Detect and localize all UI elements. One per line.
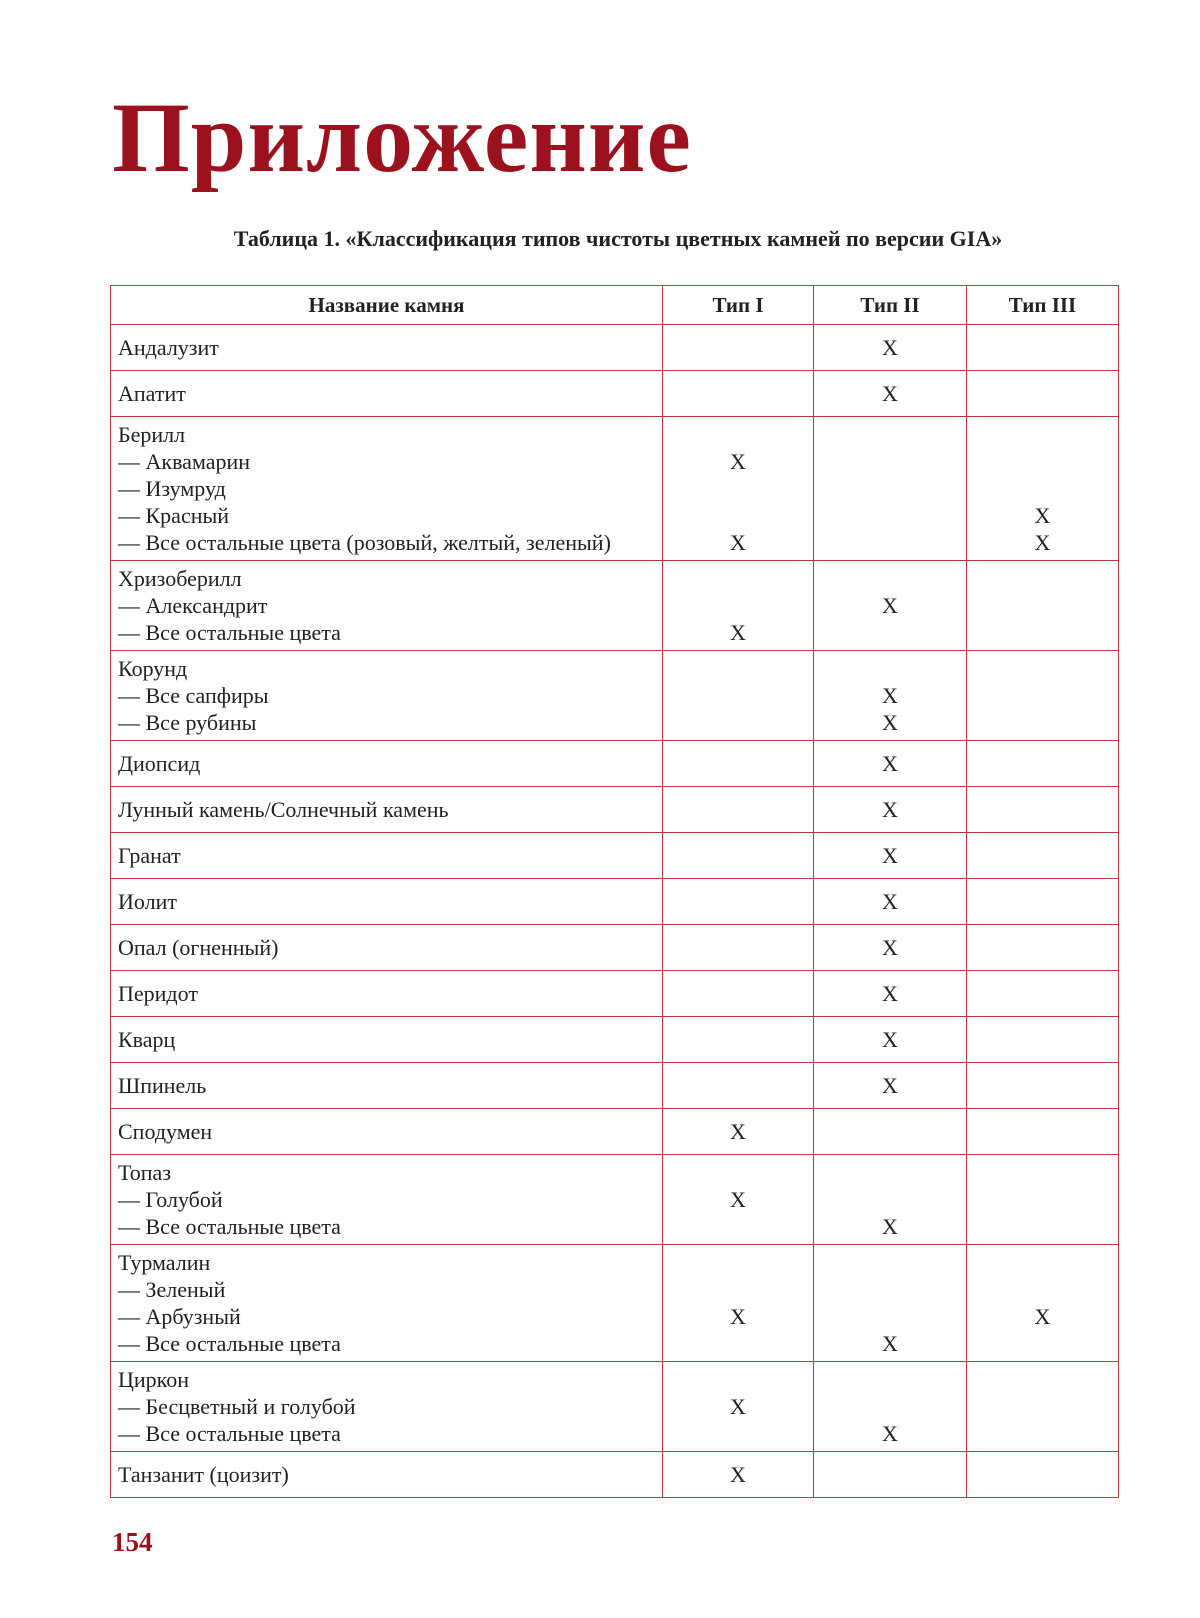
stone-name-line: Андалузит [118, 335, 219, 360]
clarity-mark: X [882, 889, 898, 914]
clarity-mark [974, 1186, 1111, 1213]
stone-name-cell [111, 1017, 663, 1063]
type-3-cell [967, 371, 1119, 417]
type-1-cell [663, 879, 814, 925]
stone-name-cell [111, 1245, 663, 1362]
stone-name-cell [111, 1063, 663, 1109]
clarity-mark [974, 682, 1111, 709]
clarity-mark [821, 502, 959, 529]
clarity-mark [974, 842, 1111, 869]
header-stone-name: Название камня [111, 286, 663, 325]
stone-name-line: — Красный [118, 503, 230, 528]
stone-name-line: — Все рубины [118, 710, 257, 735]
table-row [111, 417, 1119, 561]
clarity-mark: X [882, 935, 898, 960]
header-type-1: Тип I [663, 286, 814, 325]
clarity-mark: X [882, 683, 898, 708]
clarity-mark [974, 1461, 1111, 1488]
clarity-mark: X [882, 1027, 898, 1052]
clarity-mark [670, 934, 806, 961]
clarity-mark [670, 709, 806, 736]
table-row [111, 787, 1119, 833]
stone-name-line: Шпинель [118, 1073, 207, 1098]
table-row [111, 1109, 1119, 1155]
clarity-mark [974, 334, 1111, 361]
type-1-cell [663, 1452, 814, 1498]
clarity-mark [821, 421, 959, 448]
table-row [111, 1017, 1119, 1063]
stone-name-line: Берилл [118, 422, 186, 447]
stone-name-cell [111, 561, 663, 651]
stone-name-line: — Зеленый [118, 1277, 226, 1302]
stone-name-line: — Все сапфиры [118, 683, 269, 708]
type-1-cell [663, 1245, 814, 1362]
clarity-mark [821, 448, 959, 475]
stone-name-line: — Все остальные цвета [118, 1214, 341, 1239]
table-header-row [111, 286, 1119, 325]
type-3-cell [967, 561, 1119, 651]
clarity-types-table [110, 285, 1119, 1498]
clarity-mark: X [882, 751, 898, 776]
clarity-mark [974, 1159, 1111, 1186]
type-1-cell [663, 1017, 814, 1063]
stone-name-line: — Все остальные цвета [118, 1421, 341, 1446]
type-3-cell [967, 1362, 1119, 1452]
type-1-cell [663, 417, 814, 561]
type-2-cell [814, 1452, 967, 1498]
clarity-mark [670, 1026, 806, 1053]
clarity-mark [821, 529, 959, 556]
clarity-mark: X [882, 335, 898, 360]
clarity-mark: X [730, 1394, 746, 1419]
clarity-mark: X [730, 1462, 746, 1487]
clarity-mark [821, 1186, 959, 1213]
clarity-mark [821, 1276, 959, 1303]
clarity-mark [670, 1366, 806, 1393]
clarity-mark [974, 475, 1111, 502]
clarity-mark: X [882, 797, 898, 822]
type-2-cell [814, 371, 967, 417]
stone-name-cell [111, 971, 663, 1017]
clarity-mark: X [882, 1331, 898, 1356]
type-2-cell [814, 787, 967, 833]
clarity-mark: X [882, 981, 898, 1006]
stone-name-line: Гранат [118, 843, 181, 868]
clarity-mark: X [730, 449, 746, 474]
type-1-cell [663, 1362, 814, 1452]
clarity-mark [821, 1249, 959, 1276]
clarity-mark [670, 1159, 806, 1186]
clarity-mark [974, 709, 1111, 736]
clarity-mark: X [882, 1421, 898, 1446]
stone-name-line: Опал (огненный) [118, 935, 279, 960]
clarity-mark: X [730, 530, 746, 555]
type-3-cell [967, 1063, 1119, 1109]
clarity-mark: X [882, 710, 898, 735]
clarity-mark [974, 1026, 1111, 1053]
table-row [111, 1063, 1119, 1109]
clarity-mark: X [882, 1214, 898, 1239]
stone-name-line: Хризоберилл [118, 566, 242, 591]
stone-name-line: Кварц [118, 1027, 176, 1052]
stone-name-cell [111, 1452, 663, 1498]
type-1-cell [663, 741, 814, 787]
clarity-mark [670, 592, 806, 619]
clarity-mark [974, 448, 1111, 475]
table-row [111, 325, 1119, 371]
clarity-mark: X [1034, 530, 1051, 555]
stone-name-line: Диопсид [118, 751, 201, 776]
type-2-cell [814, 1245, 967, 1362]
stone-name-line: — Изумруд [118, 476, 226, 501]
clarity-mark [670, 1276, 806, 1303]
table-row [111, 371, 1119, 417]
type-2-cell [814, 925, 967, 971]
type-2-cell [814, 1155, 967, 1245]
clarity-mark [670, 750, 806, 777]
stone-name-cell [111, 925, 663, 971]
stone-name-line: — Арбузный [118, 1304, 241, 1329]
clarity-mark: X [730, 1304, 746, 1329]
clarity-mark [670, 888, 806, 915]
type-2-cell [814, 651, 967, 741]
type-2-cell [814, 1063, 967, 1109]
stone-name-line: Иолит [118, 889, 177, 914]
clarity-mark [821, 1303, 959, 1330]
stone-name-cell [111, 833, 663, 879]
type-1-cell [663, 833, 814, 879]
type-1-cell [663, 925, 814, 971]
stone-name-line: — Бесцветный и голубой [118, 1394, 356, 1419]
clarity-mark: X [730, 620, 746, 645]
type-2-cell [814, 833, 967, 879]
page-number: 154 [112, 1527, 153, 1557]
stone-name-cell [111, 417, 663, 561]
stone-name-line: — Все остальные цвета [118, 620, 341, 645]
clarity-mark [821, 1118, 959, 1145]
clarity-mark [974, 380, 1111, 407]
clarity-mark [974, 421, 1111, 448]
type-2-cell [814, 561, 967, 651]
clarity-mark [974, 888, 1111, 915]
type-3-cell [967, 651, 1119, 741]
type-3-cell [967, 787, 1119, 833]
type-3-cell [967, 925, 1119, 971]
stone-name-line: Сподумен [118, 1119, 213, 1144]
clarity-mark [821, 1461, 959, 1488]
type-2-cell [814, 741, 967, 787]
stone-name-line: — Голубой [118, 1187, 223, 1212]
stone-name-cell [111, 651, 663, 741]
clarity-mark [821, 1159, 959, 1186]
clarity-mark [670, 1330, 806, 1357]
clarity-mark [821, 475, 959, 502]
stone-name-cell [111, 1155, 663, 1245]
table-row [111, 561, 1119, 651]
stone-name-line: — Все остальные цвета [118, 1331, 341, 1356]
type-3-cell [967, 1245, 1119, 1362]
clarity-mark: X [1034, 1304, 1051, 1329]
stone-name-line: — Все остальные цвета (розовый, желтый, зеленый) [118, 530, 611, 555]
type-3-cell [967, 971, 1119, 1017]
type-3-cell [967, 879, 1119, 925]
clarity-mark [670, 655, 806, 682]
clarity-mark: X [882, 1073, 898, 1098]
stone-name-cell [111, 741, 663, 787]
clarity-mark [974, 1276, 1111, 1303]
stone-name-line: — Александрит [118, 593, 268, 618]
table-row [111, 1245, 1119, 1362]
stone-name-cell [111, 879, 663, 925]
clarity-mark: X [882, 843, 898, 868]
table-caption: Таблица 1. «Классификация типов чистоты цветных камней по версии GIA» [233, 226, 1003, 251]
type-1-cell [663, 651, 814, 741]
type-3-cell [967, 1017, 1119, 1063]
stone-name-cell [111, 325, 663, 371]
type-2-cell [814, 879, 967, 925]
stone-name-line: Циркон [118, 1367, 190, 1392]
clarity-mark [670, 421, 806, 448]
clarity-mark [974, 1118, 1111, 1145]
type-3-cell [967, 833, 1119, 879]
type-1-cell [663, 561, 814, 651]
clarity-mark [974, 592, 1111, 619]
type-2-cell [814, 971, 967, 1017]
type-1-cell [663, 1063, 814, 1109]
clarity-mark [974, 1330, 1111, 1357]
clarity-mark [974, 655, 1111, 682]
clarity-mark [974, 1213, 1111, 1240]
clarity-mark [670, 565, 806, 592]
type-2-cell [814, 325, 967, 371]
type-3-cell [967, 1452, 1119, 1498]
clarity-mark [821, 1366, 959, 1393]
type-2-cell [814, 1017, 967, 1063]
clarity-mark [670, 1249, 806, 1276]
clarity-mark [670, 980, 806, 1007]
clarity-mark: X [882, 593, 898, 618]
clarity-mark [974, 750, 1111, 777]
type-2-cell [814, 1362, 967, 1452]
page-title: Приложение [112, 82, 692, 193]
table-row [111, 879, 1119, 925]
clarity-mark [670, 380, 806, 407]
clarity-mark [670, 842, 806, 869]
type-1-cell [663, 1155, 814, 1245]
table-row [111, 1452, 1119, 1498]
table-row [111, 833, 1119, 879]
clarity-mark: X [730, 1119, 746, 1144]
type-1-cell [663, 325, 814, 371]
type-1-cell [663, 371, 814, 417]
clarity-mark [974, 934, 1111, 961]
clarity-mark [974, 796, 1111, 823]
stone-name-line: — Аквамарин [118, 449, 251, 474]
clarity-mark [670, 334, 806, 361]
table-row [111, 741, 1119, 787]
type-3-cell [967, 325, 1119, 371]
clarity-mark [670, 1213, 806, 1240]
type-3-cell [967, 417, 1119, 561]
stone-name-line: Апатит [118, 381, 186, 406]
stone-name-line: Танзанит (цоизит) [118, 1462, 289, 1487]
stone-name-line: Перидот [118, 981, 198, 1006]
header-type-2: Тип II [814, 286, 967, 325]
table-row [111, 971, 1119, 1017]
table-body [111, 325, 1119, 1498]
type-3-cell [967, 741, 1119, 787]
stone-name-cell [111, 787, 663, 833]
type-2-cell [814, 417, 967, 561]
clarity-mark [670, 1420, 806, 1447]
clarity-mark [974, 1249, 1111, 1276]
type-2-cell [814, 1109, 967, 1155]
clarity-mark [670, 502, 806, 529]
clarity-mark [821, 655, 959, 682]
clarity-mark [821, 565, 959, 592]
clarity-mark [974, 565, 1111, 592]
table-row [111, 1362, 1119, 1452]
stone-name-line: Турмалин [118, 1250, 211, 1275]
clarity-mark [974, 619, 1111, 646]
clarity-mark [974, 1393, 1111, 1420]
type-3-cell [967, 1109, 1119, 1155]
stone-name-line: Корунд [118, 656, 188, 681]
stone-name-cell [111, 1109, 663, 1155]
clarity-mark [670, 682, 806, 709]
type-3-cell [967, 1155, 1119, 1245]
clarity-mark [974, 1366, 1111, 1393]
table-row [111, 1155, 1119, 1245]
clarity-mark [670, 1072, 806, 1099]
clarity-mark [821, 619, 959, 646]
clarity-mark [974, 980, 1111, 1007]
clarity-mark: X [882, 381, 898, 406]
clarity-mark: X [730, 1187, 746, 1212]
stone-name-cell [111, 1362, 663, 1452]
type-1-cell [663, 1109, 814, 1155]
clarity-mark: X [1034, 503, 1051, 528]
clarity-mark [821, 1393, 959, 1420]
stone-name-line: Топаз [118, 1160, 172, 1185]
clarity-mark [974, 1420, 1111, 1447]
stone-name-cell [111, 371, 663, 417]
header-type-3: Тип III [967, 286, 1119, 325]
clarity-mark [974, 1072, 1111, 1099]
type-1-cell [663, 971, 814, 1017]
clarity-mark [670, 475, 806, 502]
table-row [111, 925, 1119, 971]
type-1-cell [663, 787, 814, 833]
stone-name-line: Лунный камень/Солнечный камень [118, 797, 449, 822]
table-row [111, 651, 1119, 741]
clarity-mark [670, 796, 806, 823]
